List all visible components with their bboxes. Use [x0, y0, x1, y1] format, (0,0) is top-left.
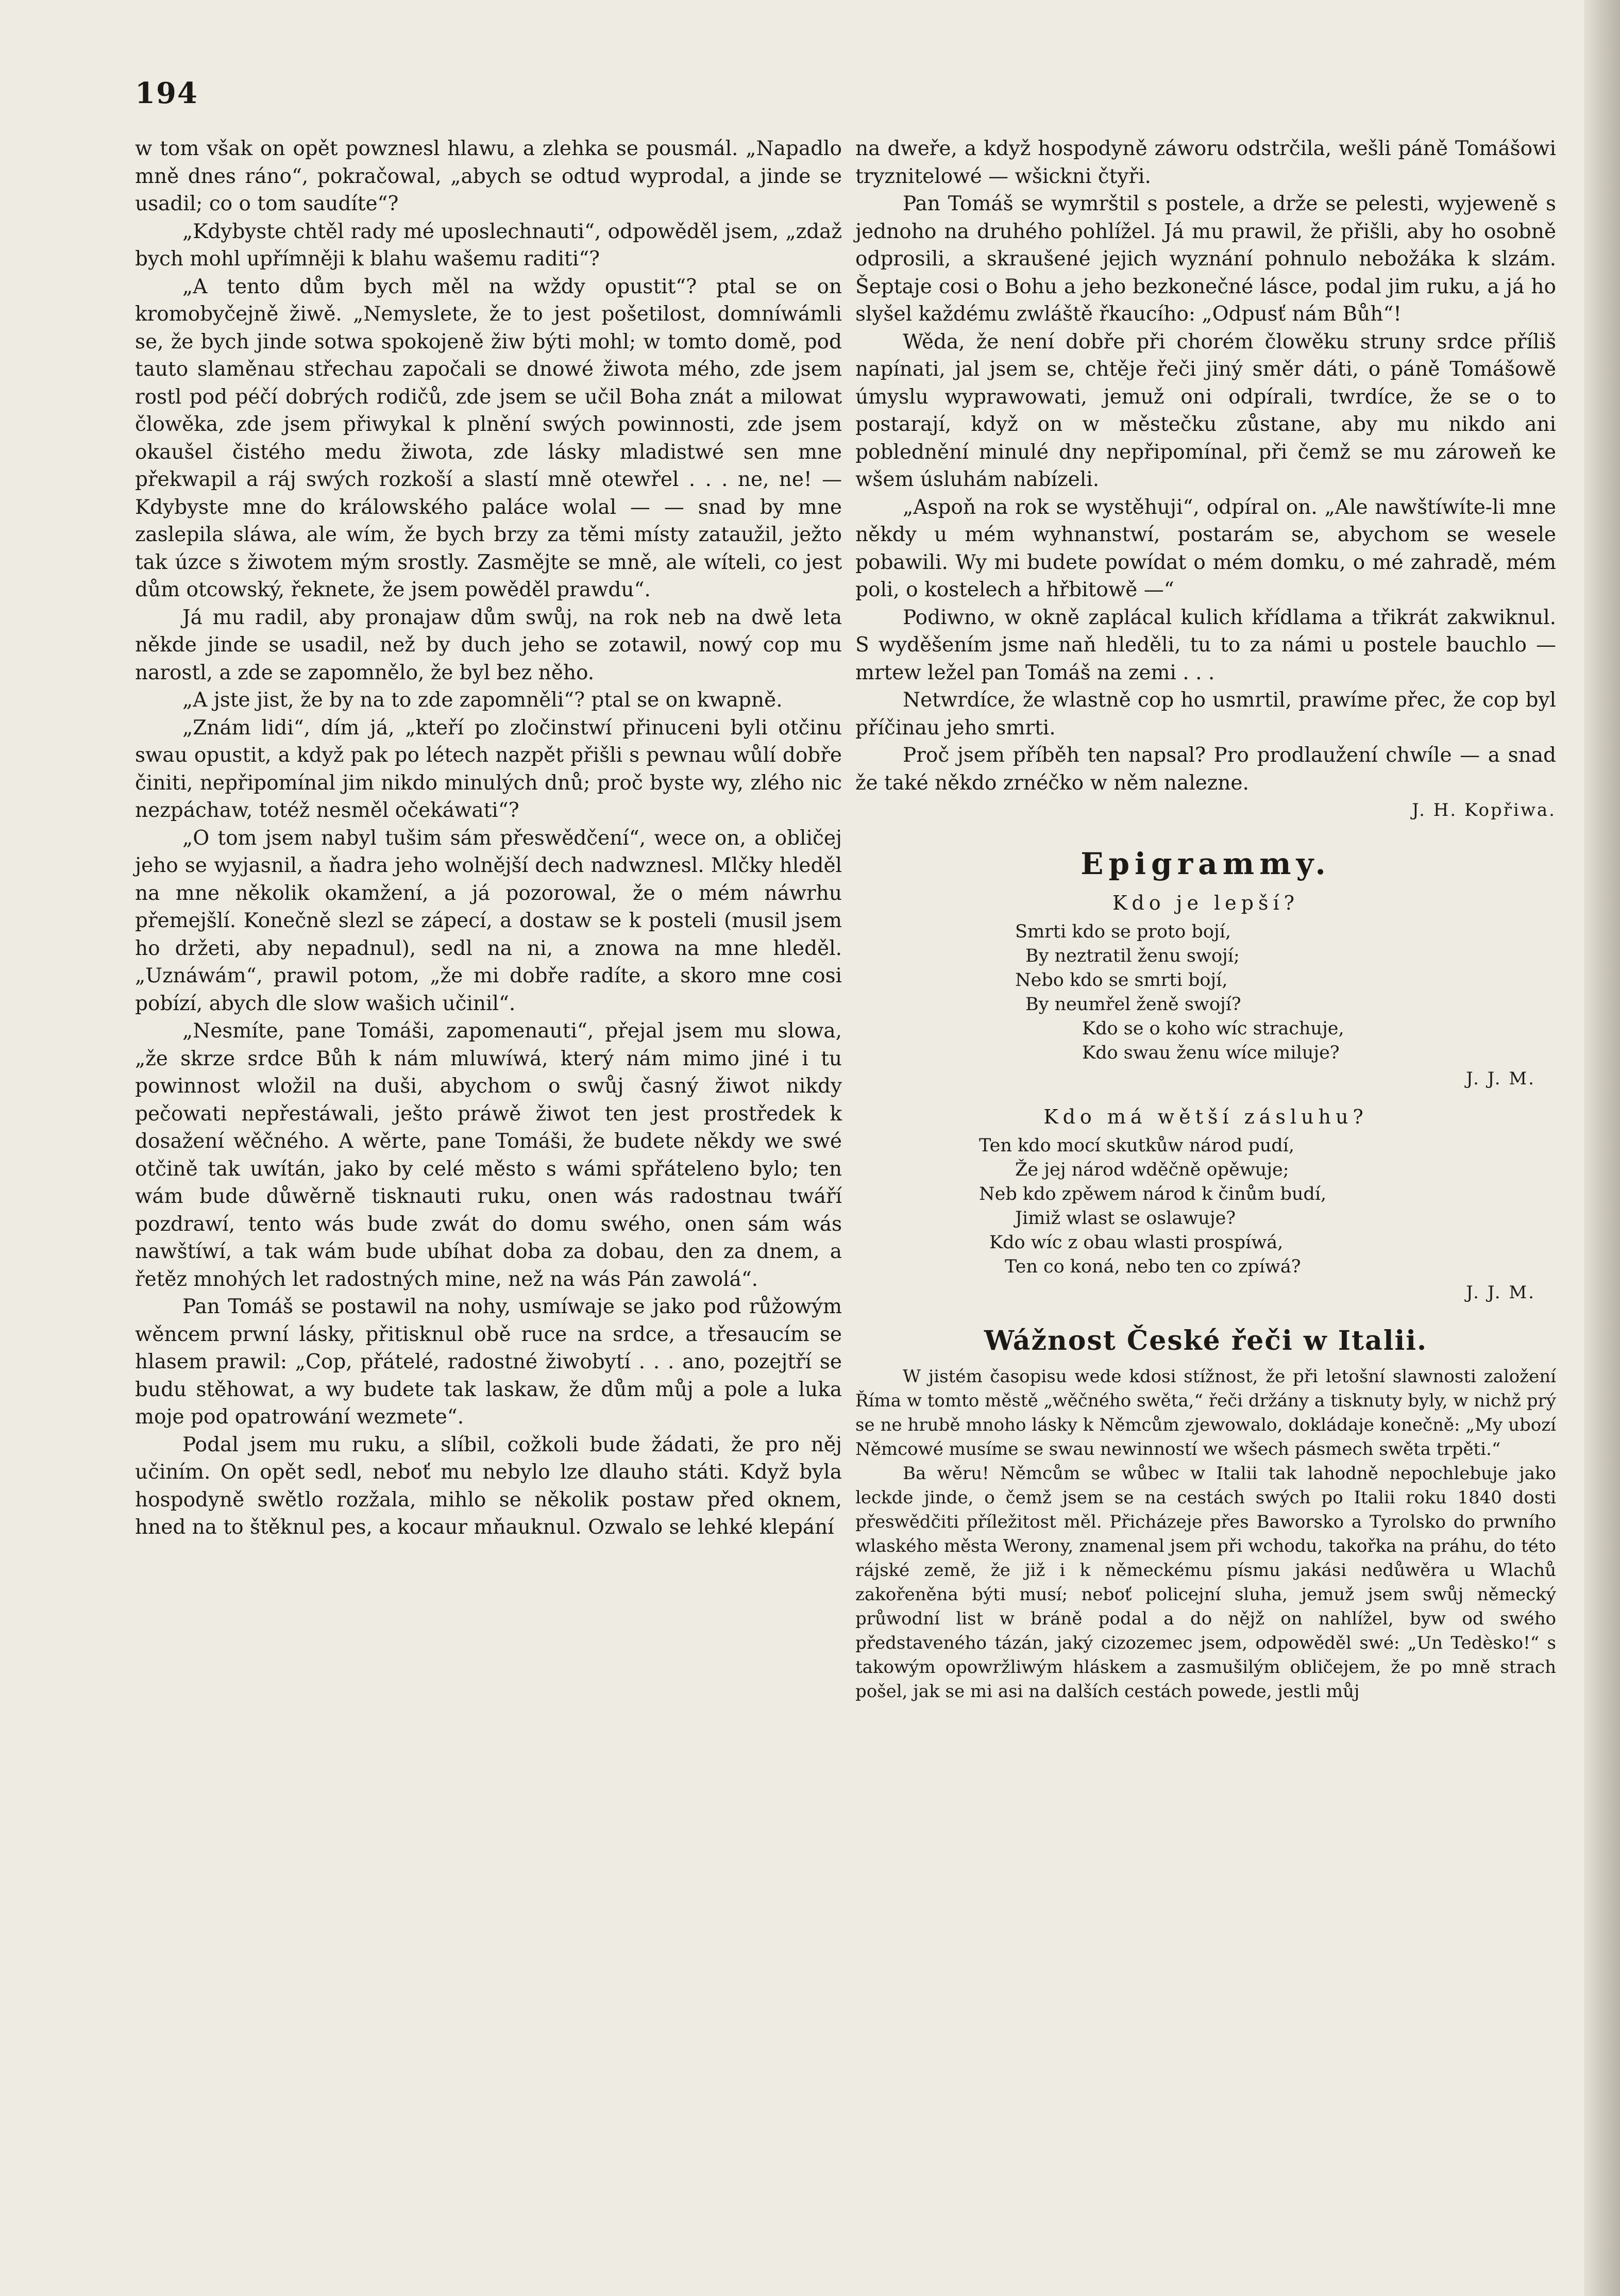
article-paragraph: W jistém časopisu wede kdosi stížnost, že při letošní slawnosti založení Říma w tomto městě „wěčného swěta,“ řeči držány a tisknuty byly, w nichž prý se ne hrubě mnoho lásky k Němcům zjewowalo, dokládaje konečně: „My ubozí Němcowé musíme se swau newinností we wšech pásmech swěta trpěti.“: [855, 1366, 1556, 1460]
poem-title: Kdo má wětší zásluhu?: [1043, 1105, 1368, 1128]
story-paragraph: Pan Tomáš se postawil na nohy, usmíwaje se jako pod růžowým wěncem prwní lásky, přitisknul obě ruce na srdce, a třesaucím se hlasem prawil: „Cop, přátelé, radostné žiwobytí . . . ano, pozejtří se budu stěhowat, a wy budete tak laskaw, že dům můj a pole a luka moje pod opatrowání wezmete“.: [135, 1295, 842, 1429]
story-paragraph: Podiwno, w okně zaplácal kulich křídlama a třikrát zakwiknul. S wyděšením jsme naň hleděli, tu to za námi u postele bauchlo — mrtew ležel pan Tomáš na zemi . . .: [855, 606, 1556, 684]
poem-line: Jimiž wlast se oslawuje?: [1015, 1208, 1236, 1229]
story-paragraph: „Nesmíte, pane Tomáši, zapomenauti“, přejal jsem mu slowa, „že skrze srdce Bůh k nám mluwíwá, který nám mimo jiné i tu powinnost wložil na duši, abychom o swůj časný žiwot nikdy pečowati nepřestáwali, ješto práwě žiwot ten jest prostředek k dosažení wěčného. A wěrte, pane Tomáši, že budete někdy we swé otčině tak uwítán, jako by celé město s wámi spřáteleno bylo; ten wám bude důwěrně tisknauti ruku, onen wás radostnau twáří pozdrawí, tento wás bude zwát do domu swého, onen sám wás nawštíwí, a tak wám bude ubíhat doba za dobau, den za dnem, a řetěz mnohých let radostných mine, než na wás Pán zawolá“.: [135, 1019, 842, 1291]
story-paragraph: Já mu radil, aby pronajaw dům swůj, na rok neb na dwě leta někde jinde se usadil, než by duch jeho se zotawil, nowý cop mu narostl, a zde se zapomnělo, že byl bez něho.: [135, 606, 842, 684]
page-edge: [1584, 0, 1620, 2296]
article-paragraph: Ba wěru! Němcům se wůbec w Italii tak lahodně nepochlebuje jako leckde jinde, o čemž jsem se na cestách swých po Italii roku 1840 dosti přeswědčiti příležitost měl. Přicházeje přes Baworsko a Tyrolsko do prwního wlaského města Werony, znamenal jsem při wchodu, takořka na práhu, do této rájské země, že již i k německému písmu jakási nedůwěra u Wlachů zakořeněna býti musí; neboť policejní sluha, jemuž jsem swůj německý průwodní list w bráně podal a do nějž on nahlížel, byw od swého představeného tázán, jaký cizozemec jsem, odpowěděl swé: „Un Tedèsko!“ s takowým opowržliwým hláskem a zasmušilým obličejem, že po mně strach pošel, jak se mi asi na dalších cestách powede, jestli můj: [855, 1463, 1556, 1702]
poem-line: By neumřel ženě swojí?: [1025, 994, 1241, 1015]
article-body: [855, 1365, 1556, 1704]
poem-line: Smrti kdo se proto bojí,: [1015, 921, 1231, 942]
poem-line: Nebo kdo se smrti bojí,: [1015, 970, 1228, 991]
story-paragraph: „Kdybyste chtěl rady mé uposlechnauti“, odpowěděl jsem, „zdaž bych mohl upřímněji k blahu wašemu raditi“?: [135, 220, 842, 271]
story-paragraph: Wěda, že není dobře při chorém člowěku struny srdce příliš napínati, jal jsem se, chtěje řeči jiný směr dáti, o páně Tomášowě úmyslu wyprawowati, jemuž oni odpírali, twrdíce, že se o to postarají, když on w městečku zůstane, aby mu nikdo ani poblednění minulé dny nepřipomínal, při čemž se mu zároweň ke wšem úsluhám nabízeli.: [855, 330, 1556, 491]
right-column: [855, 135, 1556, 1704]
poem-line: By neztratil ženu swojí;: [1025, 946, 1240, 966]
poem-line: Kdo se o koho wíc strachuje,: [1082, 1018, 1344, 1039]
story-paragraph: „A jste jist, že by na to zde zapomněli“? ptal se on kwapně.: [182, 689, 783, 712]
story-paragraph: Podal jsem mu ruku, a slíbil, cožkoli bude žádati, že pro něj učiním. On opět sedl, neboť mu nebylo lze dlauho státi. Když byla hospodyně swětlo rozžala, mihlo se několik postaw před oknem, hned na to štěknul pes, a kocaur mňauknul. Ozwalo se lehké klepání: [135, 1433, 842, 1539]
epigrams-heading: Epigrammy.: [1081, 846, 1331, 881]
poem-body: [855, 1134, 1556, 1279]
poem-signature: J. J. M.: [1466, 1068, 1535, 1089]
poem-line: Ten kdo mocí skutkůw národ pudí,: [979, 1135, 1295, 1156]
story-paragraph: Proč jsem příběh ten napsal? Pro prodlaužení chwíle — a snad že také někdo zrnéčko w něm nalezne.: [855, 744, 1556, 795]
story-paragraph: na dweře, a když hospodyně záworu odstrčila, wešli páně Tomášowi tryznitelowé — wšickni čtyři.: [855, 137, 1556, 188]
left-column: [135, 135, 842, 1541]
poem-title: Kdo je lepší?: [1112, 891, 1299, 914]
story-paragraph: Pan Tomáš se wymrštil s postele, a drže se pelesti, wyjeweně s jednoho na druhého pohlížel. Já mu prawil, že přišli, aby ho osobně odprosili, a skraušené jejich wyznání pohnulo nebožáka k slzám. Šeptaje cosi o Bohu a jeho bezkonečné lásce, podal jim ruku, a já ho slyšel každému zwláště řkaucího: „Odpusť nám Bůh“!: [855, 192, 1556, 326]
poem-body: [855, 920, 1556, 1065]
story-paragraph: „O tom jsem nabyl tušim sám přeswědčení“, wece on, a obličej jeho se wyjasnil, a ňadra jeho wolnější dech nadwznesl. Mlčky hleděl na mne několik okamžení, a já pozorowal, že o mém náwrhu přemejšlí. Konečně slezl se zápecí, a dostaw se k posteli (musil jsem ho držeti, aby nepadnul), sedl na ni, a znowa na mne hleděl. „Uznáwám“, prawil potom, „že mi dobře radíte, a skoro mne cosi pobízí, abych dle slow wašich učinil“.: [135, 826, 842, 1015]
story-paragraph: „A tento dům bych měl na wždy opustit“? ptal se on kromobyčejně žiwě. „Nemyslete, že to jest pošetilost, domníwámli se, že bych jinde sotwa spokojeně žiw býti mohl; w tomto domě, pod tauto slaměnau střechau započali se dnowé žiwota mého, zde jsem rostl pod péčí dobrých rodičů, zde jsem se učil Boha znát a milowat člowěka, zde jsem přiwykal k plnění swých powinnosti, zde jsem okaušel čistého medu žiwota, zde lásky mladistwé sen mne překwapil a ráj swých rozkoší a slastí mně otewřel . . . ne, ne! — Kdybyste mne do králowského paláce wolal — — snad by mne zaslepila sláwa, ale wím, že bych brzy za těmi místy zataužil, ježto tak úzce s žiwotem mým srostly. Zasmějte se mně, ale wíteli, co jest dům otcowský, řeknete, že jsem powěděl prawdu“.: [135, 275, 842, 601]
article-heading: Wážnost České řeči w Italii.: [984, 1325, 1428, 1356]
story-paragraph: „Aspoň na rok se wystěhuji“, odpíral on. „Ale nawštíwíte-li mne někdy u mém wyhnanstwí, postarám se, abychom se wesele pobawili. Wy mi budete powídat o mém domku, o mé zahradě, mém poli, o kostelech a hřbitowě —“: [855, 495, 1556, 601]
poem-line: Neb kdo zpěwem národ k činům budí,: [979, 1184, 1327, 1204]
poem-line: Ten co koná, nebo ten co zpíwá?: [1005, 1256, 1301, 1277]
poem-line: Kdo wíc z obau wlasti prospíwá,: [989, 1232, 1284, 1253]
poem-signature: J. J. M.: [1466, 1282, 1535, 1303]
story-signature: J. H. Kopřiwa.: [1412, 800, 1556, 820]
page-number: 194: [135, 76, 198, 110]
poem-line: Kdo swau ženu wíce miluje?: [1082, 1043, 1340, 1063]
story-paragraph: Netwrdíce, že wlastně cop ho usmrtil, prawíme přec, že cop byl příčinau jeho smrti.: [855, 689, 1556, 740]
poem-line: Že jej národ wděčně opěwuje;: [1015, 1160, 1289, 1180]
story-paragraph: „Znám lidi“, dím já, „kteří po zločinstwí přinuceni byli otčinu swau opustit, a když pak po létech nazpět přišli s pewnau wůlí dobře činiti, nepřipomínal jim nikdo minulých dnů; proč byste wy, zlého nic nezpáchaw, totéž nesměl očekáwati“?: [135, 716, 842, 822]
story-paragraph: w tom však on opět powznesl hlawu, a zlehka se pousmál. „Napadlo mně dnes ráno“, pokračowal, „abych se odtud wyprodal, a jinde se usadil; co o tom saudíte“?: [135, 137, 842, 215]
